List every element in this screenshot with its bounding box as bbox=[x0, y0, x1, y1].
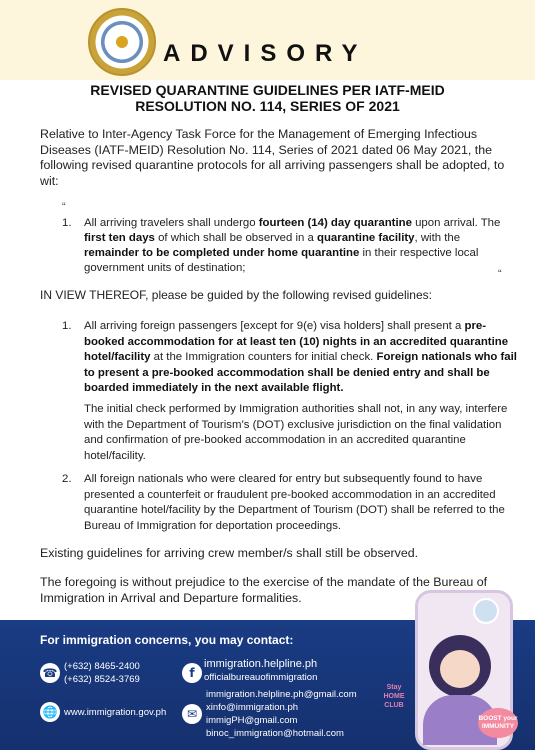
stay-home-badge: Stay HOME CLUB bbox=[383, 684, 405, 709]
bureau-seal-logo bbox=[88, 8, 156, 76]
email-2[interactable]: xinfo@immigration.ph bbox=[206, 702, 299, 713]
facebook-page-1[interactable]: immigration.helpline.ph bbox=[204, 658, 318, 670]
item-number: 1. bbox=[62, 217, 72, 229]
phone-icon: ☎ bbox=[40, 663, 60, 683]
quote-open-mark: “ bbox=[62, 201, 66, 213]
website-link[interactable]: www.immigration.gov.ph bbox=[64, 707, 167, 718]
existing-guidelines-paragraph: Existing guidelines for arriving crew member/s shall still be observed. bbox=[40, 546, 419, 560]
item-number: 2. bbox=[62, 473, 72, 485]
email-3[interactable]: immigPH@gmail.com bbox=[206, 715, 298, 726]
title-line-1: REVISED QUARANTINE GUIDELINES PER IATF-MEID bbox=[90, 82, 445, 98]
advisory-heading: ADVISORY bbox=[163, 40, 368, 67]
quoted-item-text: All arriving travelers shall undergo fourteen (14) day quarantine upon arrival. The first ten days of which shall be observed in a quarantine facility, with the remainder to be completed under home quarantine in their respective local government units of destination; bbox=[84, 217, 501, 274]
person-face bbox=[440, 650, 480, 688]
guideline-1-text: All arriving foreign passengers [except for 9(e) visa holders] shall present a pre-booked accommodation for at least ten (10) nights in an accredited quarantine hotel/facility at the Immigration counters for initial check. Foreign nationals who fail to present a pre-booked accommodation shall be denied entry and shall be boarded immediately in the next available flight. bbox=[84, 320, 517, 394]
guideline-1-paragraph-2: The initial check performed by Immigration authorities shall not, in any way, interfere with the Department of Tourism’s (DOT) exclusive jurisdiction on the final validation and confirmation of pre-booked accommodation in an accredited quarantine hotel/facility. bbox=[84, 403, 508, 462]
facebook-icon: f bbox=[182, 663, 202, 683]
title-line-2: RESOLUTION NO. 114, SERIES OF 2021 bbox=[135, 98, 400, 114]
seal-sun-icon bbox=[116, 36, 128, 48]
phone-number-2[interactable]: (+632) 8524-3769 bbox=[64, 674, 140, 685]
video-call-face bbox=[473, 598, 499, 624]
guideline-1 bbox=[62, 319, 517, 397]
quoted-item bbox=[62, 216, 512, 276]
globe-icon: 🌐 bbox=[40, 702, 60, 722]
phone-number-1[interactable]: (+632) 8465-2400 bbox=[64, 661, 140, 672]
intro-paragraph: Relative to Inter-Agency Task Force for the Management of Emerging Infectious Diseases (IATF-MEID) Resolution No. 114, Series of 2021 dated 06 May 2021, the following revised quarantine protocols for all arriving passengers shall be adopted, to wit: bbox=[40, 127, 505, 188]
quote-close-mark: “ bbox=[498, 268, 502, 280]
item-number: 1. bbox=[62, 320, 72, 332]
contact-heading: For immigration concerns, you may contact: bbox=[40, 633, 294, 647]
email-icon: ✉ bbox=[182, 704, 202, 724]
foregoing-paragraph: The foregoing is without prejudice to the exercise of the mandate of the Bureau of Immigration in Arrival and Departure formalities. bbox=[40, 575, 488, 605]
facebook-page-2[interactable]: officialbureauofimmigration bbox=[204, 672, 318, 683]
email-4[interactable]: binoc_immigration@hotmail.com bbox=[206, 728, 344, 739]
email-1[interactable]: immigration.helpline.ph@gmail.com bbox=[206, 689, 357, 700]
guideline-2 bbox=[62, 472, 517, 534]
in-view-paragraph: IN VIEW THEREOF, please be guided by the following revised guidelines: bbox=[40, 288, 432, 302]
guideline-2-text: All foreign nationals who were cleared for entry but subsequently found to have presented a counterfeit or fraudulent pre-booked accommodation in an accredited quarantine hotel/facility by the Department of Tourism (DOT) shall be referred to the Bureau of Immigration for deportation proceedings. bbox=[84, 473, 505, 532]
boost-immunity-badge: BOOST your IMMUNITY bbox=[478, 708, 518, 738]
